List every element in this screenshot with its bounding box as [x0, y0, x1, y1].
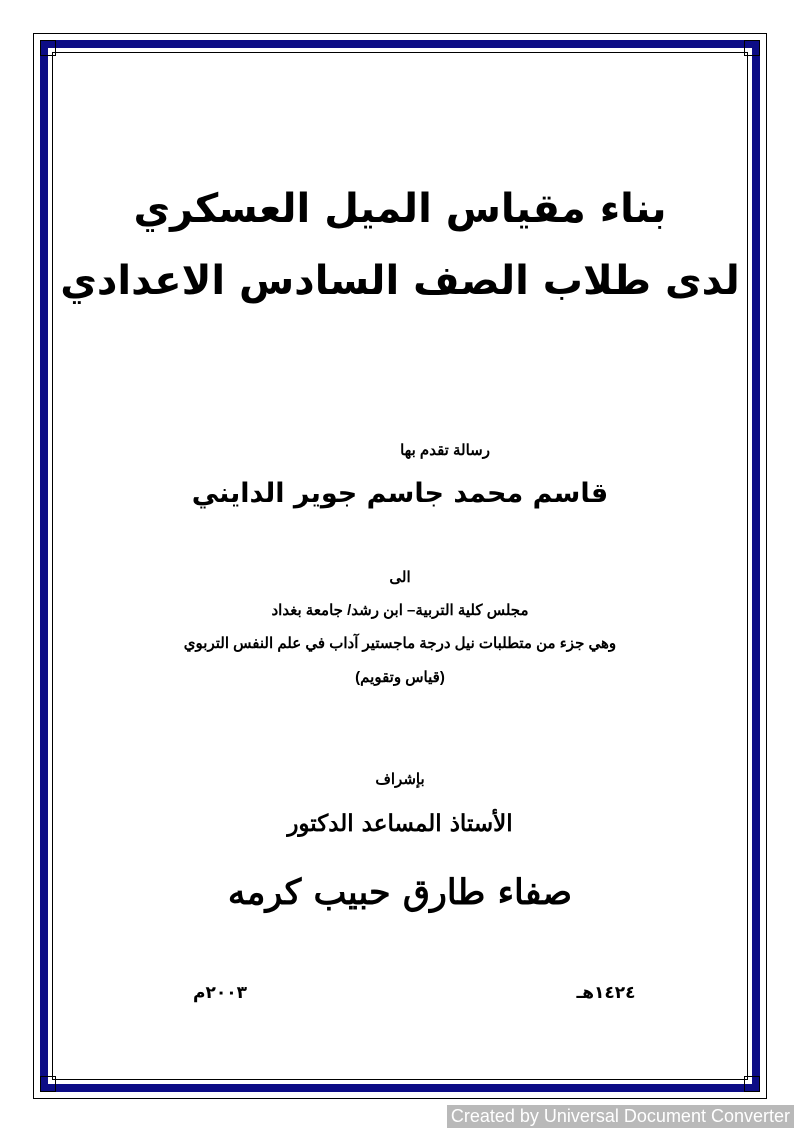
council-name: مجلس كلية التربية– ابن رشد/ جامعة بغداد: [271, 602, 529, 619]
degree-statement: وهي جزء من متطلبات نيل درجة ماجستير آداب في علم النفس التربوي: [183, 635, 617, 652]
border-corner-top-left: [40, 40, 56, 56]
author-name: قاسم محمد جاسم جوير الدايني: [191, 478, 609, 509]
supervision-label: بإشراف: [375, 771, 425, 788]
thesis-title-line-2: لدى طلاب الصف السادس الاعدادي: [60, 258, 740, 304]
supervisor-title: الأستاذ المساعد الدكتور: [287, 810, 513, 837]
to-label: الى: [389, 569, 411, 586]
specialty: (قياس وتقويم): [355, 669, 445, 686]
date-hijri: ١٤٢٤هـ: [576, 983, 636, 1003]
converter-watermark: Created by Universal Document Converter: [447, 1105, 794, 1128]
border-corner-bottom-left: [40, 1076, 56, 1092]
supervisor-name: صفاء طارق حبيب كرمه: [227, 872, 573, 913]
border-corner-bottom-right: [744, 1076, 760, 1092]
date-gregorian: ٢٠٠٣م: [193, 983, 247, 1003]
thesis-title-line-1: بناء مقياس الميل العسكري: [133, 186, 667, 232]
presented-by-label: رسالة تقدم بها: [400, 442, 490, 459]
border-corner-top-right: [744, 40, 760, 56]
